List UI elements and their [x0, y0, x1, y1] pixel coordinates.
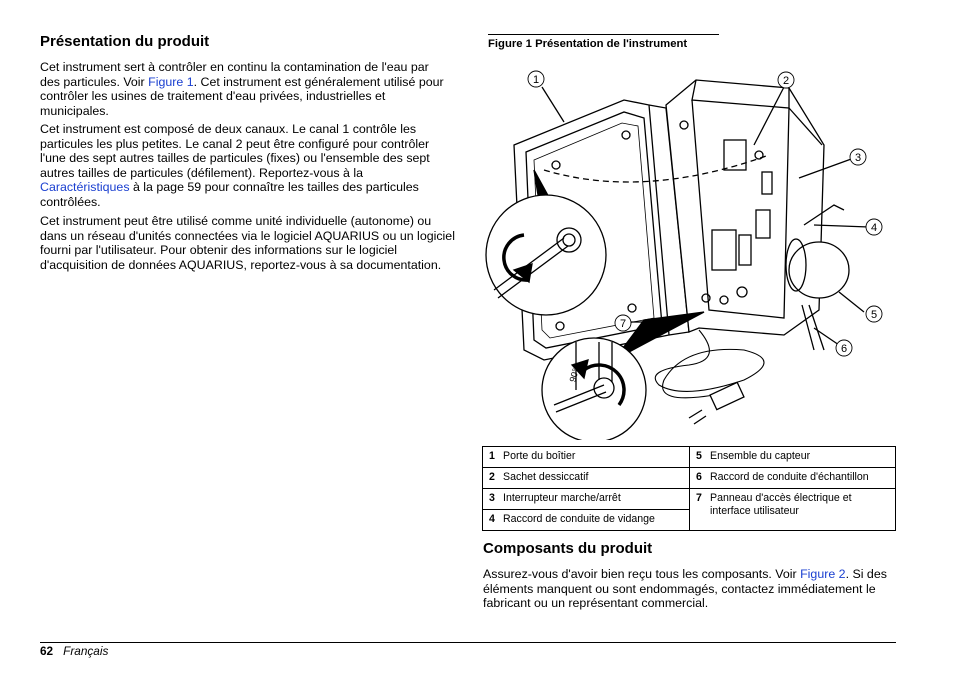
legend-cell — [690, 489, 896, 531]
legend-cell — [483, 489, 690, 510]
paragraph-text: Cet instrument est composé de deux canaux. Le canal 1 contrôle les particules les plus petites. Le canal 2 peut être configuré pour contrôler l'une des sept autres tailles de particules (fixes) ou l'ensemble des sept autres tailles de particules (défilement). Reportez-vous à la — [40, 122, 430, 180]
legend-text: Raccord de conduite de vidange — [503, 513, 655, 525]
legend-number: 6 — [696, 471, 702, 483]
paragraph-text: . Cet instrument est généralement utilisé pour contrôler les usines de traitement d'eau privées, industrielles et municipales. — [40, 74, 444, 118]
link-figure-1[interactable]: Figure 1 — [148, 74, 194, 89]
callout-3: 3 — [854, 152, 862, 164]
callout-6: 6 — [840, 343, 848, 355]
paragraph-text: à la page 59 pour connaître les tailles des particules contrôlées. — [40, 180, 419, 209]
link-caracteristiques[interactable]: Caractéristiques — [40, 180, 130, 195]
legend-cell — [690, 447, 896, 468]
link-figure-2[interactable]: Figure 2 — [800, 567, 846, 581]
legend-number: 7 — [696, 492, 702, 504]
paragraph-intro — [40, 60, 450, 118]
table-row — [483, 489, 896, 510]
inset-angle-label: 90° — [567, 367, 581, 384]
legend-text: Sachet dessiccatif — [503, 471, 589, 483]
footer-rule — [40, 642, 896, 643]
instrument-illustration — [484, 60, 896, 440]
paragraph-channels — [40, 122, 450, 210]
callout-5: 5 — [870, 309, 878, 321]
legend-cell — [483, 510, 690, 531]
paragraph-text: . Si des éléments manquent ou sont endommagés, contactez immédiatement le fabricant ou un représentant commercial. — [483, 567, 887, 611]
legend-cell — [483, 468, 690, 489]
legend-number: 4 — [489, 513, 495, 525]
legend-number: 2 — [489, 471, 495, 483]
paragraph-network: Cet instrument peut être utilisé comme unité individuelle (autonome) ou dans un réseau d'unités connectées via le logiciel AQUARIUS ou un logiciel fourni par l'utilisateur. Pour obtenir des informations sur le logiciel d'acquisition de données AQUARIUS, reportez-vous à sa documentation. — [40, 214, 455, 272]
section-heading-presentation: Présentation du produit — [40, 33, 210, 50]
footer-language: Français — [63, 644, 109, 658]
legend-number: 3 — [489, 492, 495, 504]
page-number: 62 — [40, 644, 54, 658]
callout-7: 7 — [619, 318, 627, 330]
callout-4: 4 — [870, 222, 878, 234]
legend-cell — [690, 468, 896, 489]
paragraph-text: Assurez-vous d'avoir bien reçu tous les composants. Voir — [483, 567, 801, 581]
legend-text: Panneau d'accès électrique et interface utilisateur — [710, 492, 852, 517]
legend-cell — [483, 447, 690, 468]
legend-number: 5 — [696, 450, 702, 462]
page-footer — [40, 644, 108, 658]
callout-2: 2 — [782, 75, 790, 87]
paragraph-components — [483, 567, 893, 611]
legend-text: Raccord de conduite d'échantillon — [710, 471, 869, 483]
section-heading-composants: Composants du produit — [483, 540, 653, 557]
legend-text: Ensemble du capteur — [710, 450, 811, 462]
legend-text: Interrupteur marche/arrêt — [503, 492, 621, 504]
paragraph-text: Cet instrument sert à contrôler en continu la contamination de l'eau par des particules. Voir — [40, 60, 429, 89]
table-row — [483, 468, 896, 489]
callout-1: 1 — [532, 74, 540, 86]
table-row — [483, 447, 896, 468]
figure-legend-table — [482, 446, 896, 531]
legend-number: 1 — [489, 450, 495, 462]
legend-text: Porte du boîtier — [503, 450, 576, 462]
figure-title: Figure 1 Présentation de l'instrument — [488, 34, 719, 50]
